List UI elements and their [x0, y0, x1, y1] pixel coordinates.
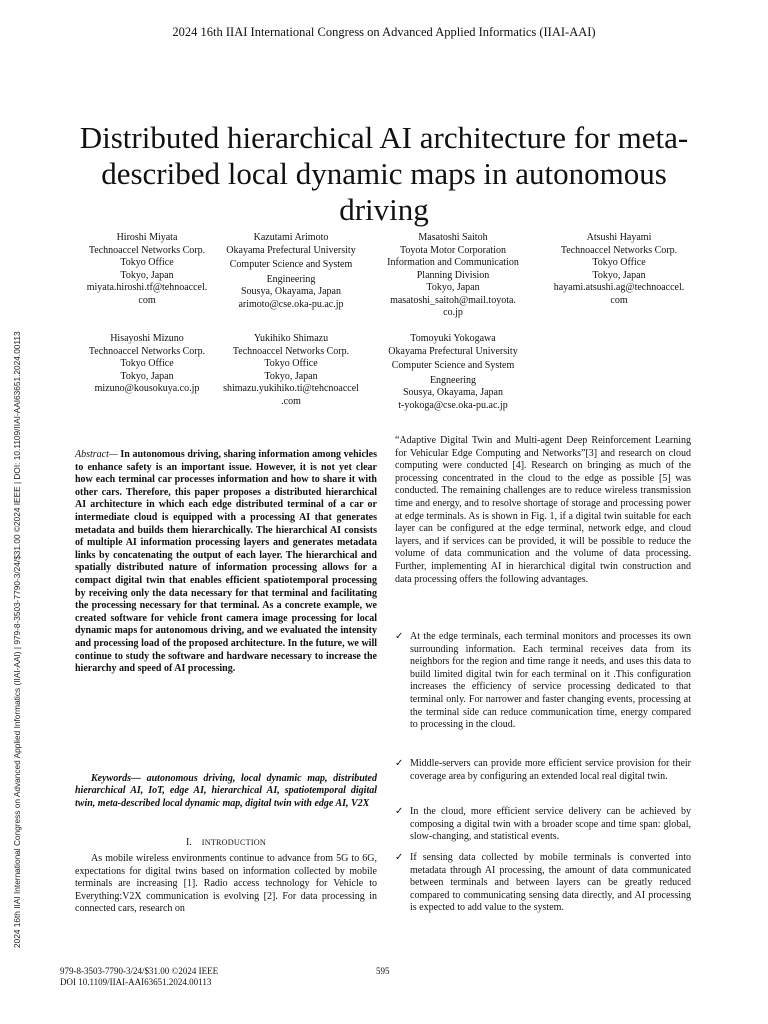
author-office: Tokyo Office [120, 257, 174, 268]
list-item-text: In the cloud, more efficient service delivery can be achieved by composing a digital twin with a broader scope and time span: global, slow-changing, and statistical events. [410, 806, 691, 843]
author-email: shimazu.yukihiko.ti@tehcnoaccel [223, 383, 359, 394]
author-affiliation: Toyota Motor Corporation [400, 244, 506, 256]
author-name: Masatoshi Saitoh [418, 232, 488, 243]
keywords [75, 773, 377, 810]
author-block [544, 232, 694, 307]
list-item [395, 758, 691, 783]
check-icon: ✓ [395, 852, 404, 863]
author-department: Information and Communication [387, 257, 519, 268]
author-email-cont: .com [281, 395, 301, 407]
paper-title [60, 120, 708, 228]
section-title: INTRODUCTION [201, 838, 267, 847]
list-item [395, 631, 691, 732]
author-location: Sousya, Okayama, Japan [241, 286, 341, 297]
check-icon: ✓ [395, 758, 404, 769]
author-affiliation: Technoaccel Networks Corp. [232, 345, 350, 357]
author-department-cont: Engneering [429, 374, 477, 386]
author-name: Yukihiko Shimazu [253, 333, 329, 344]
author-affiliation: Technoaccel Networks Corp. [560, 244, 678, 256]
author-block [378, 232, 528, 320]
title-line-1: Distributed hierarchical AI architecture for meta- [79, 120, 689, 155]
author-department-cont: Planning Division [416, 269, 490, 281]
author-name: Atsushi Hayami [586, 232, 652, 243]
author-email: miyata.hiroshi.tf@tehnoaccel. [86, 282, 208, 293]
author-name: Hiroshi Miyata [116, 232, 178, 243]
author-department: Computer Science and System [391, 360, 515, 371]
list-item-text: Middle-servers can provide more efficient service provision for their coverage area by configuring an extended local real digital twin. [410, 758, 691, 782]
author-email: arimoto@cse.oka-pu.ac.jp [238, 298, 344, 310]
author-office: Tokyo Office [120, 358, 174, 369]
author-email-cont: com [138, 294, 156, 306]
author-location: Tokyo, Japan [120, 269, 174, 281]
list-item-text: At the edge terminals, each terminal monitors and processes its own surrounding information. Each terminal receives data from its neighbors for the region and time range it needs, and uses this data to build limited digital twin for each terminal on it .This configuration increases the efficiency of service processing dedicated to that terminal only. For narrower and faster changing events, processing at the terminal side can reduce communication time, energy compared to processing in the cloud. [410, 631, 691, 731]
author-block [72, 333, 222, 396]
author-affiliation: Okayama Prefectural University [388, 345, 518, 357]
intro-paragraph: As mobile wireless environments continue to advance from 5G to 6G, expectations for digital twins based on information collected by mobile terminals are increasing [1]. Radio access technology for Vehicle to Everything:V2X communication is evolving [2]. For data processing in connected cars, research on [75, 853, 377, 915]
section-number: I. [185, 837, 192, 848]
author-email: mizuno@kousokuya.co.jp [94, 383, 200, 394]
list-item [395, 806, 691, 844]
author-email-cont: com [610, 294, 628, 306]
author-location: Tokyo, Japan [592, 269, 646, 281]
author-email: hayami.atsushi.ag@technoaccel. [553, 282, 685, 293]
author-location: Tokyo, Japan [120, 370, 174, 382]
footer-doi: DOI 10.1109/IIAI-AAI63651.2024.00113 [60, 977, 212, 987]
author-affiliation: Technoaccel Networks Corp. [88, 244, 206, 256]
author-affiliation: Okayama Prefectural University [226, 244, 356, 256]
abstract-label: Abstract— [75, 449, 118, 460]
author-name: Hisayoshi Mizuno [110, 333, 184, 344]
author-name: Kazutami Arimoto [253, 232, 329, 243]
side-citation: 2024 16th IIAI International Congress on Advanced Applied Informatics (IIAI-AAI) | 979-8-3503-7790-3/24/$31.00 ©2024 IEEE | DOI: 10.1109/IIAI-AAI63651.2024.00113 [12, 331, 22, 948]
body-paragraph: “Adaptive Digital Twin and Multi-agent Deep Reinforcement Learning for Vehicular Edge Computing and Networks”[3] and research on cloud computing were conducted [4]. Research on bringing as much of the processing concentrated in the cloud to the edge as possible [5] was conducted. The remaining challenges are to reduce wireless transmission time and energy, and to resolve shortage of storage and processing power at edge terminals. As is shown in Fig. 1, if a digital twin suitable for each layer can be configured at the edge terminal, network edge, and cloud layers, and if services can be provided, it will be possible to reduce the volume of data communication and the volume of data processing. Further, implementing AI in hierarchical digital twin construction and data processing offers the following advantages. [395, 435, 691, 585]
author-block [216, 232, 366, 311]
author-block [72, 232, 222, 307]
author-department: Computer Science and System [229, 259, 353, 270]
section-heading [75, 837, 377, 848]
author-name: Tomoyuki Yokogawa [410, 333, 496, 344]
check-icon: ✓ [395, 631, 404, 642]
author-office: Tokyo Office [264, 358, 318, 369]
author-block [216, 333, 366, 408]
author-email: t-yokoga@cse.oka-pu.ac.jp [398, 399, 508, 411]
list-item-text: If sensing data collected by mobile terminals is converted into metadata through AI processing, the amount of data communicated between terminals and between layers can be greatly reduced compared to communicating sensing data directly, and AI processing is expected to add value to the system. [410, 852, 691, 914]
author-department-cont: Engineering [266, 273, 316, 285]
check-icon: ✓ [395, 806, 404, 817]
author-location: Tokyo, Japan [264, 370, 318, 382]
author-office: Tokyo Office [592, 257, 646, 268]
list-item [395, 852, 691, 915]
abstract [75, 449, 377, 676]
author-email-cont: co.jp [443, 307, 463, 318]
page-number: 595 [376, 966, 390, 976]
footer-isbn: 979-8-3503-7790-3/24/$31.00 ©2024 IEEE [60, 966, 219, 976]
keywords-text: autonomous driving, local dynamic map, distributed hierarchical AI, IoT, edge AI, hierarchical AI, spatiotemporal digital twin, meta-described local dynamic map, digital twin with edge AI, V2X [75, 773, 377, 809]
author-location: Tokyo, Japan [426, 282, 480, 293]
author-block [378, 333, 528, 412]
author-location: Sousya, Okayama, Japan [403, 387, 503, 398]
keywords-label: Keywords— [91, 773, 141, 784]
title-line-2: described local dynamic maps in autonomous driving [101, 156, 667, 227]
author-email: masatoshi_saitoh@mail.toyota. [390, 294, 516, 306]
author-affiliation: Technoaccel Networks Corp. [88, 345, 206, 357]
abstract-text: In autonomous driving, sharing information among vehicles to enhance safety is an important issue. However, it is not yet clear how each terminal car processes information and how to share it with other cars. Therefore, this paper proposes a distributed hierarchical AI architecture in which each edge distributed terminal of a car or intermediate cloud is equipped with a processing AI that generates metadata and builds them hierarchically. The hierarchical AI consists of multiple AI information processing layers and generates metadata links by concatenating the output of each layer. The hierarchical and spatially distributed nature of information processing allows for a compact digital twin that enables efficient spatiotemporal processing by receiving only the data necessary for that terminal and facilitating the processing necessary for that terminal. As a concrete example, we created software for vehicle front camera image processing for local dynamic maps for autonomous driving, and we evaluated the intensity and processing load of the proposed architecture. In the future, we will continue to study the software and hardware necessary to increase the hierarchy and speed of AI processing. [75, 449, 377, 675]
footer-copyright [60, 966, 218, 988]
conference-header: 2024 16th IIAI International Congress on Advanced Applied Informatics (IIAI-AAI) [172, 25, 596, 39]
